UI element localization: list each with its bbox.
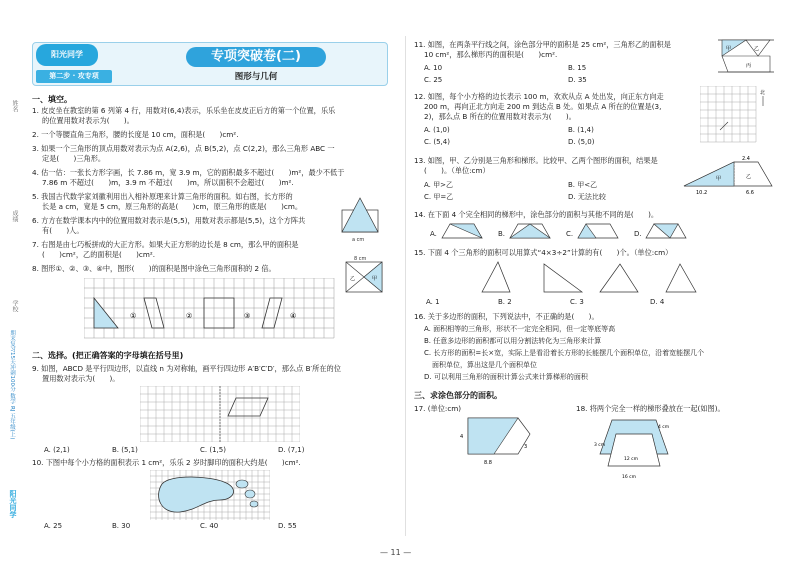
q10-option-a[interactable]: A. 25	[44, 522, 63, 530]
q18-label-16: 16 cm	[622, 475, 637, 480]
q15-option-c[interactable]: C. 3	[570, 298, 584, 306]
q12-option-d[interactable]: D. (5,0)	[568, 138, 595, 146]
q8-label-3: ③	[244, 312, 251, 320]
q14-trap-b	[508, 222, 552, 240]
column-divider	[405, 36, 406, 536]
brand-label: 阳光同学	[9, 490, 17, 518]
question-15: 15. 下面 4 个三角形的面积可以用算式“4×3÷2”计算的有( )个。（单位:cm）	[414, 248, 673, 257]
q9-option-a[interactable]: A. (2,1)	[44, 446, 70, 454]
question-12: 12. 如图，每个小方格的边长表示 100 m，欢欢从点 A 处出发，向正东方向走	[414, 92, 664, 101]
q18-figure	[592, 414, 676, 484]
q10-option-c[interactable]: C. 40	[200, 522, 219, 530]
q18-label-3: 3 cm	[594, 443, 606, 448]
q14-trap-d	[644, 222, 688, 240]
school-label: 学校	[11, 300, 18, 312]
question-14: 14. 在下面 4 个完全相同的梯形中，涂色部分的面积与其他不同的是( )。	[414, 210, 659, 219]
question-13: 13. 如图，甲、乙分别是三角形和梯形。比较甲、乙两个图形的面积，结果是	[414, 156, 658, 165]
score-label: 成绩	[11, 210, 18, 222]
q13-option-c[interactable]: C. 甲=乙	[424, 193, 454, 201]
q15-triangles-figure	[470, 260, 700, 296]
question-11: 11. 如图，在两条平行线之间，涂色部分甲的面积是 25 cm²，三角形乙的面积是	[414, 40, 671, 49]
q11-yi: 乙	[754, 46, 760, 52]
q18-label-4: 4 cm	[658, 425, 670, 430]
question-3-cont: 定是( )三角形。	[42, 154, 106, 163]
question-9: 9. 如图，ABCD 是平行四边形，以直线 n 为对称轴，画平行四边形 A′B′C′D′，那么点 B′所在的位	[32, 364, 341, 373]
q11-option-d[interactable]: D. 35	[568, 76, 587, 84]
q13-option-b[interactable]: B. 甲<乙	[568, 181, 598, 189]
question-4-cont: 7.86 m 不超过( )m，3.9 m 不超过( )m，所以面积不会超过( )m².	[42, 178, 294, 187]
q11-bing: 丙	[746, 63, 752, 69]
q10-footprint-figure	[150, 470, 270, 520]
q12-option-a[interactable]: A. (1,0)	[424, 126, 450, 134]
q18-label-12: 12 cm	[624, 457, 639, 462]
q16-option-c[interactable]: C. 长方形的面积=长×宽，实际上是看沿着长方形的长能摆几个面积单位，沿着宽能摆几个	[424, 349, 705, 357]
q14-option-b[interactable]: B.	[498, 230, 506, 238]
q8-label-1: ①	[130, 312, 137, 320]
book-info: 期末复习15天冲刺100分 数学 RJ 五年级(上)	[9, 330, 15, 440]
q14-trap-c	[576, 222, 620, 240]
q8-label-4: ④	[290, 312, 297, 320]
q5-a-label: a cm	[352, 237, 365, 243]
q5-triangle-figure	[338, 196, 386, 244]
question-2: 2. 一个等腰直角三角形，腰的长度是 10 cm，面积是( )cm².	[32, 130, 239, 139]
q8-label-2: ②	[186, 312, 193, 320]
q9-grid-figure	[140, 386, 300, 442]
q17-figure	[458, 414, 534, 468]
question-16: 16. 关于多边形的面积，下列说法中，不正确的是( )。	[414, 312, 599, 321]
q15-option-a[interactable]: A. 1	[426, 298, 440, 306]
question-12-cont2: 2)，那么点 B 所在的位置用数对表示为( )。	[424, 112, 576, 121]
q11-figure	[718, 38, 774, 74]
q14-trap-a	[440, 222, 484, 240]
brand-logo: 阳光同学	[36, 44, 98, 66]
q10-option-b[interactable]: B. 30	[112, 522, 131, 530]
q12-option-c[interactable]: C. (5,4)	[424, 138, 450, 146]
q13-top: 2.4	[742, 156, 750, 162]
q13-option-d[interactable]: D. 无法比较	[568, 193, 606, 201]
page-subtitle: 图形与几何	[234, 72, 278, 82]
q13-figure	[680, 152, 776, 196]
q13-bottom-left: 10.2	[696, 190, 708, 196]
q16-option-b[interactable]: B. 任意多边形的面积都可以用分割法转化为三角形来计算	[424, 337, 602, 345]
q17-label-88: 8.8	[484, 460, 492, 466]
q15-option-d[interactable]: D. 4	[650, 298, 665, 306]
q17-label-3: 3	[524, 444, 528, 450]
question-13-cont: ( )。（单位:cm）	[424, 166, 490, 175]
page-title: 专项突破卷(二)	[186, 47, 326, 67]
q16-option-a[interactable]: A. 面积相等的三角形，形状不一定完全相同，但一定等底等高	[424, 325, 616, 333]
q12-option-b[interactable]: B. (1,4)	[568, 126, 594, 134]
q13-jia: 甲	[716, 176, 722, 182]
question-4: 4. 估一估：一张长方形字画，长 7.86 m，宽 3.9 m，它的面积最多不超过( )m²，最少不低于	[32, 168, 345, 177]
q11-option-b[interactable]: B. 15	[568, 64, 587, 72]
q11-option-a[interactable]: A. 10	[424, 64, 443, 72]
question-8: 8. 图形①、②、③、④中，图形( )的面积是图中涂色三角形面积的 2 倍。	[32, 264, 276, 273]
page-number: — 11 —	[380, 548, 412, 557]
question-5-cont: 长是 a cm，宽是 5 cm，原三角形的高是( )cm，原三角形的底是( )cm。	[42, 202, 303, 211]
section-choice: 二、选择。(把正确答案的字母填在括号里)	[32, 351, 184, 360]
q13-bottom-right: 6.6	[746, 190, 754, 196]
binding-sidebar	[2, 0, 28, 571]
section-fill-blank: 一、填空。	[32, 95, 72, 104]
question-6: 6. 方方在数学课本内中的位置用数对表示是(5,5)，用数对表示都是(5,5)，这个方阵共	[32, 216, 306, 225]
q7-tangram-figure	[342, 254, 386, 294]
q8-grid-figure	[84, 278, 338, 342]
q12-grid-figure	[700, 86, 772, 146]
question-3: 3. 如果一个三角形的顶点用数对表示为点 A(2,6)，点 B(5,2)，点 C(2,2)，那么三角形 ABC 一	[32, 144, 335, 153]
q14-option-c[interactable]: C.	[566, 230, 574, 238]
q13-option-a[interactable]: A. 甲>乙	[424, 181, 453, 189]
question-5: 5. 我国古代数学家刘徽利用出入相补原理来计算三角形的面积。如右图，长方形的	[32, 192, 293, 201]
question-10: 10. 下图中每个小方格的面积表示 1 cm²，乐乐 2 岁时脚印的面积大约是( )cm².	[32, 458, 301, 467]
step-badge: 第二步 · 攻专项	[36, 70, 112, 83]
question-18: 18. 将两个完全一样的梯形叠放在一起(如图)。	[576, 404, 725, 413]
q17-label-4: 4	[460, 434, 464, 440]
q9-option-c[interactable]: C. (1,5)	[200, 446, 226, 454]
q12-north: 北	[760, 90, 766, 96]
name-label: 姓名	[11, 100, 18, 112]
q9-option-d[interactable]: D. (7,1)	[278, 446, 305, 454]
q7-8cm-label: 8 cm	[354, 256, 367, 262]
question-12-cont: 200 m，再向正北方向走 200 m 到达点 B 处。如果点 A 所在的位置是(3,	[424, 102, 662, 111]
question-1-cont: 的位置用数对表示为( )。	[42, 116, 134, 125]
question-17: 17. (单位:cm)	[414, 404, 462, 413]
q14-option-d[interactable]: D.	[634, 230, 642, 238]
q11-jia: 甲	[726, 46, 732, 52]
q10-option-d[interactable]: D. 55	[278, 522, 297, 530]
q7-yi-label: 乙	[350, 276, 356, 282]
question-11-cont: 10 cm²，那么梯形丙的面积是( )cm².	[424, 50, 558, 59]
q7-jia-label: 甲	[372, 276, 378, 282]
question-9-cont: 置用数对表示为( )。	[42, 374, 120, 383]
question-7-cont: ( )cm²，乙的面积是( )cm².	[42, 250, 156, 259]
question-7: 7. 右图是由七巧板拼成的大正方形。如果大正方形的边长是 8 cm，那么甲的面积是	[32, 240, 299, 249]
q16-option-c-cont: 面积单位，算出这是几个面积单位	[432, 361, 537, 369]
q11-option-c[interactable]: C. 25	[424, 76, 443, 84]
question-1: 1. 皮皮坐在教室的第 6 列第 4 行，用数对(6,4)表示，乐乐坐在皮皮正后方的第一个位置，乐乐	[32, 106, 336, 115]
q16-option-d[interactable]: D. 可以利用三角形的面积计算公式来计算梯形的面积	[424, 373, 588, 381]
q14-option-a[interactable]: A.	[430, 230, 437, 238]
q13-yi: 乙	[746, 174, 752, 180]
q9-option-b[interactable]: B. (5,1)	[112, 446, 138, 454]
question-6-cont: 有( )人。	[42, 226, 84, 235]
q15-option-b[interactable]: B. 2	[498, 298, 512, 306]
section-shaded-area: 三、求涂色部分的面积。	[414, 391, 502, 400]
